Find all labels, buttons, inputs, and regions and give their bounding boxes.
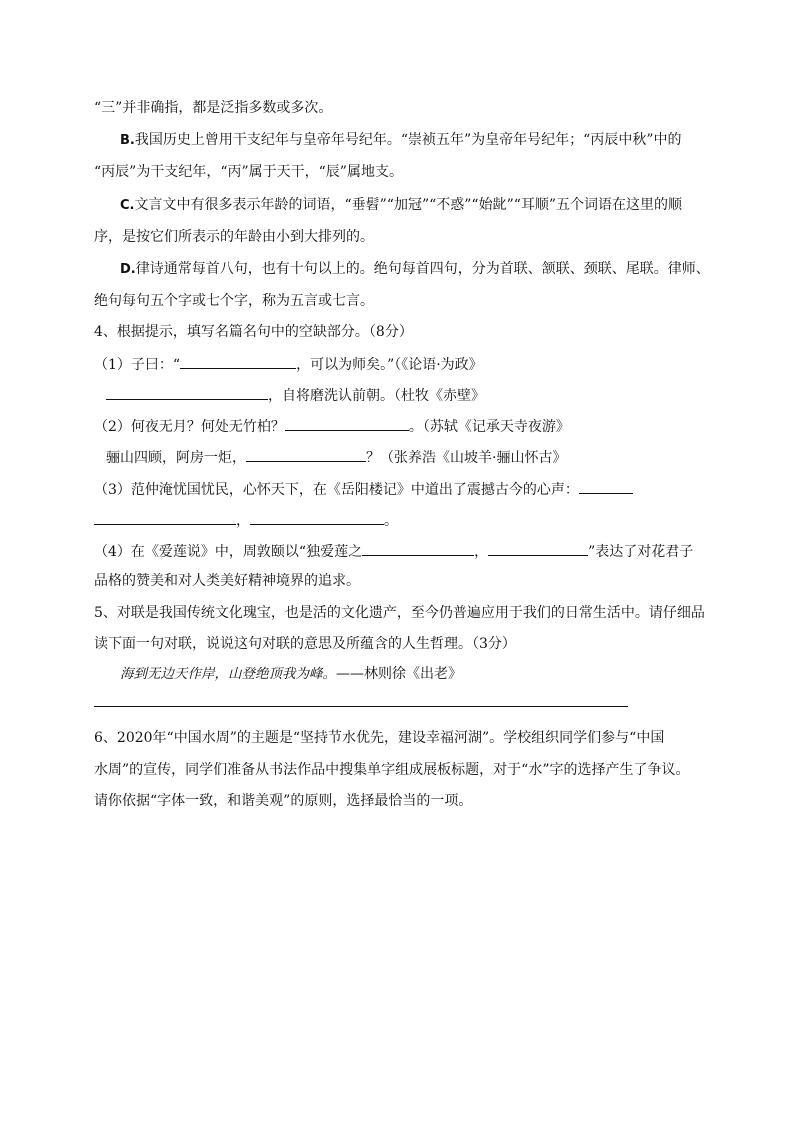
option-d-line-1: D.律诗通常每首八句，也有十句以上的。绝句每首四句，分为首联、颔联、颈联、尾联。律师、: [120, 261, 710, 277]
blank-5[interactable]: [579, 478, 633, 494]
question-6-line-3: 请你依据“字体一致，和谐美观”的原则，选择最恰当的一项。: [94, 793, 473, 809]
blank-8[interactable]: [362, 540, 474, 556]
blank-4[interactable]: [246, 446, 366, 462]
answer-line[interactable]: [94, 706, 628, 707]
question-5-line-2: 读下面一句对联，说说这句对联的意思及所蕴含的人生哲理。（3分）: [94, 636, 516, 652]
blank-1[interactable]: [180, 353, 296, 369]
question-5-line-1: 5、对联是我国传统文化瑰宝，也是活的文化遗产，至今仍普遍应用于我们的日常生活中。请仔细品: [94, 605, 705, 621]
option-d-label: D.: [120, 262, 136, 277]
q4-item-4-line-2: 品格的赞美和对人类美好精神境界的追求。: [94, 573, 360, 589]
q4-item-1-line-1: （1）子曰：“ ，可以为师矣。”（《论语·为政》: [94, 353, 483, 375]
q4-item-3-line-2: ， 。: [94, 509, 398, 531]
blank-6[interactable]: [94, 509, 236, 525]
option-d-line-2: 绝句每句五个字或七个字，称为五言或七言。: [94, 293, 374, 309]
question-6-line-1: 6、2020年“中国水周”的主题是“坚持节水优先，建设幸福河湖”。学校组织同学们参与“中国: [94, 730, 665, 746]
couplet-source: ——林则徐《出老》: [336, 666, 462, 682]
option-b-line-2: “丙辰”为干支纪年，“丙”属于天干，“辰”属地支。: [94, 164, 403, 180]
option-c-label: C.: [120, 198, 135, 213]
option-c-line-2: 序，是按它们所表示的年龄由小到大排列的。: [94, 229, 374, 245]
q4-item-2-line-2: 骊山四顾，阿房一炬， ？（张养浩《山坡羊·骊山怀古》: [106, 446, 566, 468]
couplet: [120, 664, 462, 684]
question-6-line-2: 水周”的宣传，同学们准备从书法作品中搜集单字组成展板标题，对于“水”字的选择产生了争议。: [94, 762, 690, 778]
q4-item-1-line-2: ，自将磨洗认前朝。（杜牧《赤壁》: [106, 384, 485, 406]
blank-9[interactable]: [488, 540, 588, 556]
blank-2[interactable]: [106, 384, 268, 400]
q4-item-3-line-1: （3）范仲淹忧国忧民，心怀天下，在《岳阳楼记》中道出了震撼古今的心声：: [94, 478, 633, 500]
blank-7[interactable]: [250, 509, 384, 525]
q4-item-4-line-1: （4）在《爱莲说》中，周敦颐以“独爱莲之 ， ”表达了对花君子: [94, 540, 693, 562]
blank-3[interactable]: [285, 415, 409, 431]
option-b-label: B.: [120, 133, 135, 148]
question-4-title: 4、根据提示，填写名篇名句中的空缺部分。（8分）: [94, 324, 413, 340]
option-c-line-1: C.文言文中有很多表示年龄的词语，“垂髫”“加冠”“不惑”“始龀”“耳顺”五个词语在这里的顺: [120, 197, 683, 213]
couplet-text: 海到无边天作岸，山登绝顶我为峰。: [120, 666, 336, 682]
q4-item-2-line-1: （2）何夜无月？何处无竹柏？ 。（苏轼《记承天寺夜游》: [94, 415, 570, 437]
option-b-line-1: B.我国历史上曾用干支纪年与皇帝年号纪年。“崇祯五年”为皇帝年号纪年；“丙辰中秋”中的: [120, 132, 682, 148]
text-line-1: “三”并非确指，都是泛指多数或多次。: [94, 100, 333, 116]
